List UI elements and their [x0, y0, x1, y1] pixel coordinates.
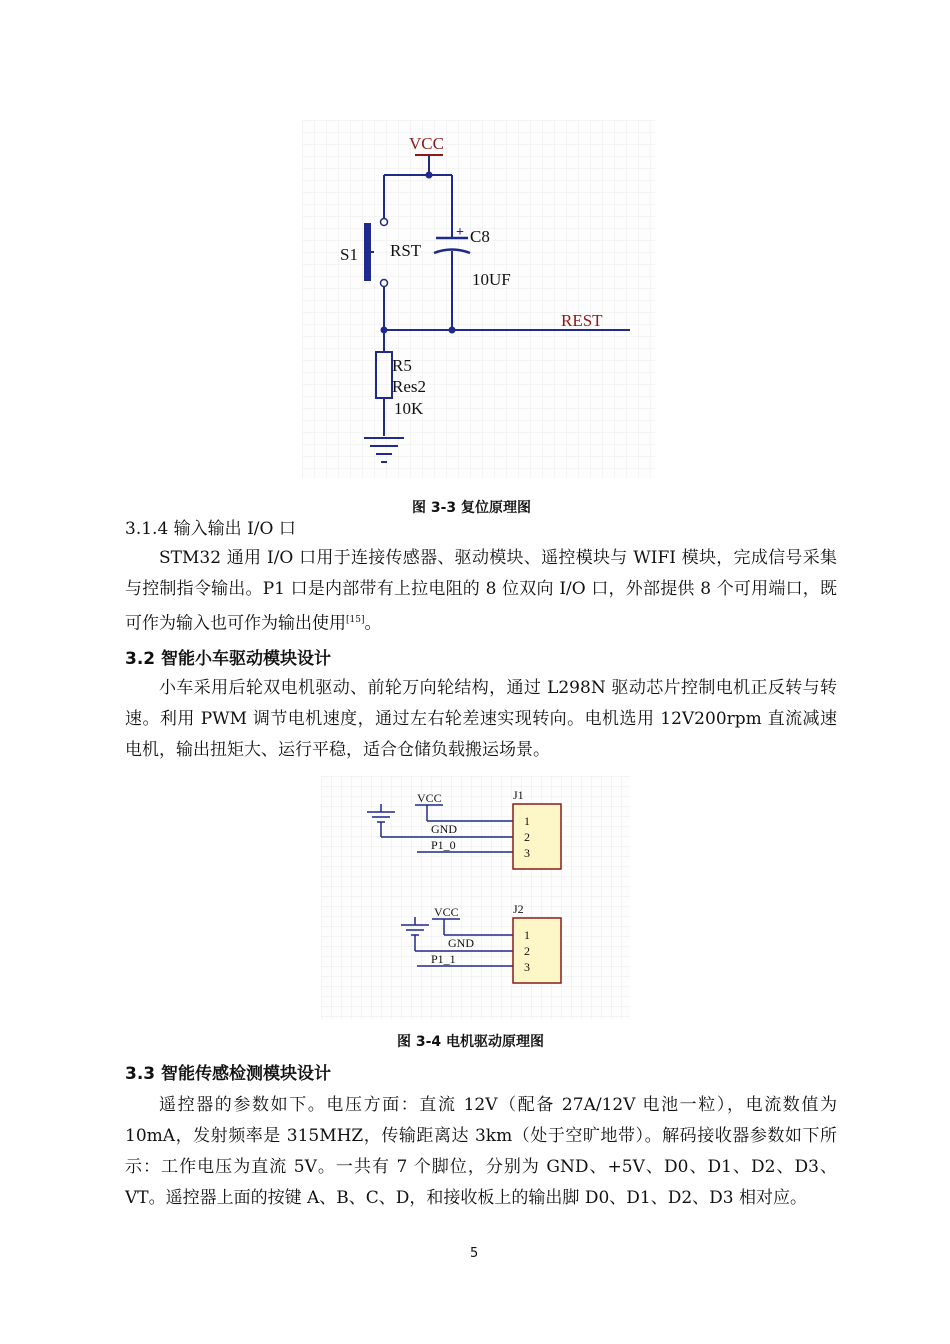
page-number: 5 [470, 1246, 479, 1261]
section-3-1-4-heading: 3.1.4 输入输出 I/O 口 [125, 519, 296, 539]
c8-plus: + [456, 225, 464, 240]
section-3-3-heading: 3.3 智能传感检测模块设计 [125, 1064, 332, 1084]
j2-gnd-label: GND [448, 936, 474, 950]
j2-pin-3: 3 [524, 960, 530, 974]
figure-3-4-caption: 图 3-4 电机驱动原理图 [397, 1034, 545, 1050]
vcc-label: VCC [409, 134, 444, 153]
j1-pin-2: 2 [524, 830, 530, 844]
j2-pin-2: 2 [524, 944, 530, 958]
r5-value: 10K [394, 399, 424, 418]
j1-pin-3: 3 [524, 846, 530, 860]
reset-circuit-schematic [302, 120, 655, 478]
motor-driver-figure [321, 776, 630, 1019]
j2-pin-1: 1 [524, 928, 530, 942]
j2-name: J2 [513, 902, 524, 916]
s1-label: S1 [340, 245, 358, 264]
section-3-1-4-end: 。 [364, 613, 382, 634]
section-3-1-4-body [125, 543, 837, 640]
r5-type: Res2 [392, 377, 426, 396]
j1-name: J1 [513, 788, 524, 802]
section-3-2-body: 小车采用后轮双电机驱动、前轮万向轮结构，通过 L298N 驱动芯片控制电机正反转与转速。利用 PWM 调节电机速度，通过左右轮差速实现转向。电机选用 12V200rpm 直流减速电机，输出扭矩大、运行平稳，适合仓储负载搬运场景。 [125, 678, 837, 760]
c8-value: 10UF [472, 270, 511, 289]
rst-label: RST [390, 241, 422, 260]
figure-3-3-caption: 图 3-3 复位原理图 [412, 500, 532, 516]
reset-circuit-figure [302, 120, 655, 478]
motor-driver-schematic [321, 776, 630, 1019]
j2-signal-label: P1_1 [431, 952, 456, 966]
r5-label: R5 [392, 356, 412, 375]
section-3-2-heading: 3.2 智能小车驱动模块设计 [125, 649, 332, 669]
citation-ref: [15] [346, 615, 365, 625]
c8-label: C8 [470, 227, 490, 246]
j1-vcc-label: VCC [417, 791, 442, 805]
j1-gnd-label: GND [431, 822, 457, 836]
j2-vcc-label: VCC [434, 905, 459, 919]
section-3-1-4-text: STM32 通用 I/O 口用于连接传感器、驱动模块、遥控模块与 WIFI 模块，完成信号采集与控制指令输出。P1 口是内部带有上拉电阻的 8 位双向 I/O 口，外部提供 8 个可用端口，既可作为输入也可作为输出使用 [125, 548, 837, 634]
j1-signal-label: P1_0 [431, 838, 456, 852]
section-3-3-body: 遥控器的参数如下。电压方面：直流 12V（配备 27A/12V 电池一粒），电流数值为 10mA，发射频率是 315MHZ，传输距离达 3km（处于空旷地带）。解码接收器参数如下所示：工作电压为直流 5V。一共有 7 个脚位，分别为 GND、+5V、D0、D1、D2、D3、VT。遥控器上面的按键 A、B、C、D，和接收板上的输出脚 D0、D1、D2、D3 相对应。 [125, 1095, 837, 1208]
j1-pin-1: 1 [524, 814, 530, 828]
rest-net-label: REST [561, 311, 603, 330]
